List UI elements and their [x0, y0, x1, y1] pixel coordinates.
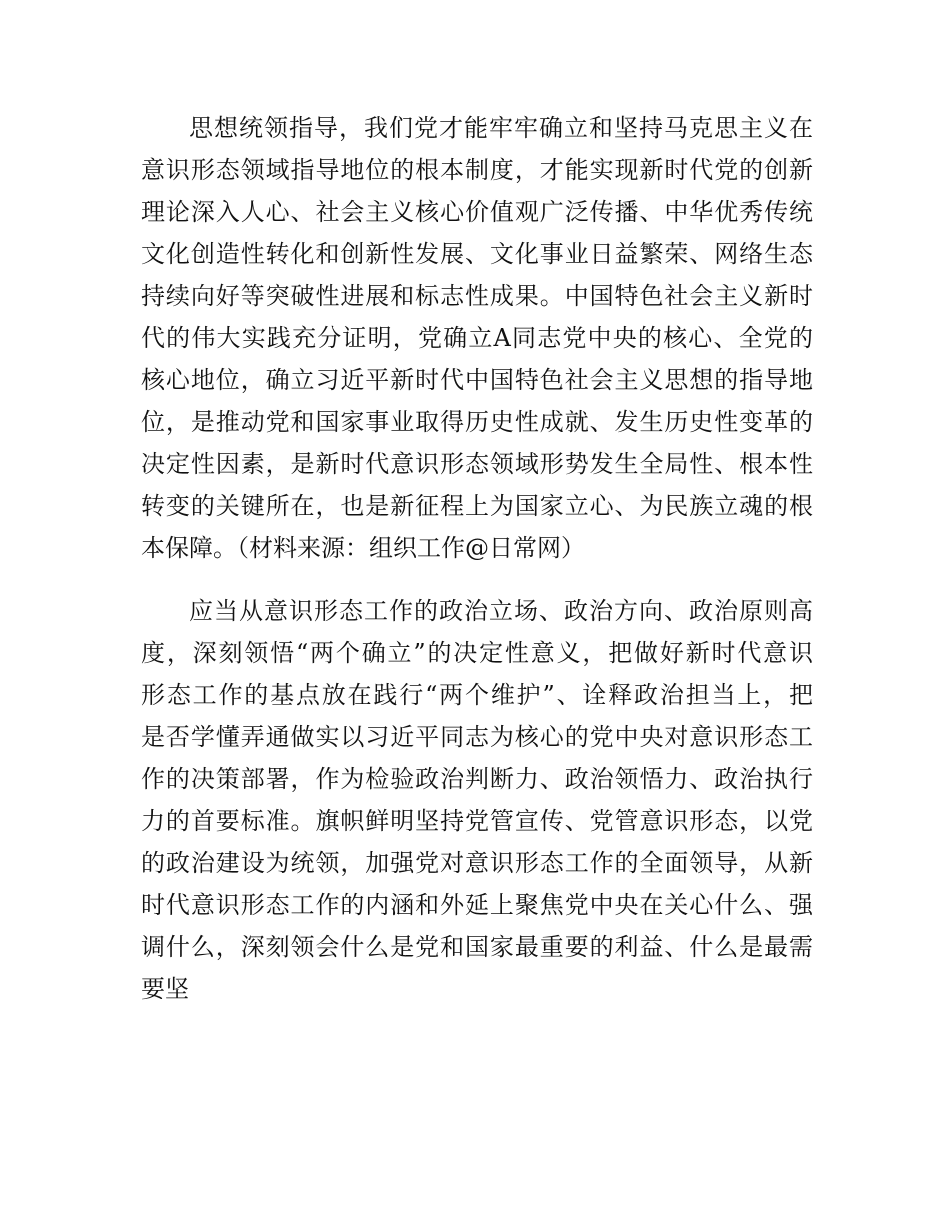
paragraph-line: 是否学懂弄通做实以习近平同志为核心的党中央对意识形态工 [141, 723, 813, 751]
paragraph-line: 核心地位，确立习近平新时代中国特色社会主义思想的指导地 [141, 366, 813, 394]
paragraph-line: 位，是推动党和国家事业取得历史性成就、发生历史性变革的 [141, 408, 813, 436]
paragraph-line: 意识形态领域指导地位的根本制度，才能实现新时代党的创新 [141, 156, 813, 184]
paragraph-line: 文化创造性转化和创新性发展、文化事业日益繁荣、网络生态 [141, 240, 813, 268]
paragraph-line: 时代意识形态工作的内涵和外延上聚焦党中央在关心什么、强 [141, 891, 813, 919]
paragraph-line: 度，深刻领悟“两个确立”的决定性意义，把做好新时代意识 [141, 639, 813, 667]
paragraph-line: 代的伟大实践充分证明，党确立A同志党中央的核心、全党的 [141, 324, 813, 352]
paragraph-line: 调什么，深刻领会什么是党和国家最重要的利益、什么是最需 [141, 933, 813, 961]
paragraph-line: 思想统领指导，我们党才能牢牢确立和坚持马克思主义在 [189, 114, 813, 142]
paragraph-line: 本保障。（材料来源：组织工作@日常网） [141, 534, 585, 562]
paragraph-line: 力的首要标准。旗帜鲜明坚持党管宣传、党管意识形态，以党 [141, 807, 813, 835]
paragraph-line: 持续向好等突破性进展和标志性成果。中国特色社会主义新时 [141, 282, 813, 310]
paragraph-line: 形态工作的基点放在践行“两个维护”、诠释政治担当上，把 [141, 681, 813, 709]
paragraph-line: 的政治建设为统领，加强党对意识形态工作的全面领导，从新 [141, 849, 813, 877]
paragraph-line: 要坚 [141, 975, 189, 1003]
paragraph-line: 理论深入人心、社会主义核心价值观广泛传播、中华优秀传统 [141, 198, 813, 226]
paragraph-line: 作的决策部署，作为检验政治判断力、政治领悟力、政治执行 [141, 765, 813, 793]
paragraph-line: 决定性因素，是新时代意识形态领域形势发生全局性、根本性 [141, 450, 813, 478]
paragraph-line: 转变的关键所在，也是新征程上为国家立心、为民族立魂的根 [141, 492, 813, 520]
paragraph-line: 应当从意识形态工作的政治立场、政治方向、政治原则高 [189, 597, 813, 625]
